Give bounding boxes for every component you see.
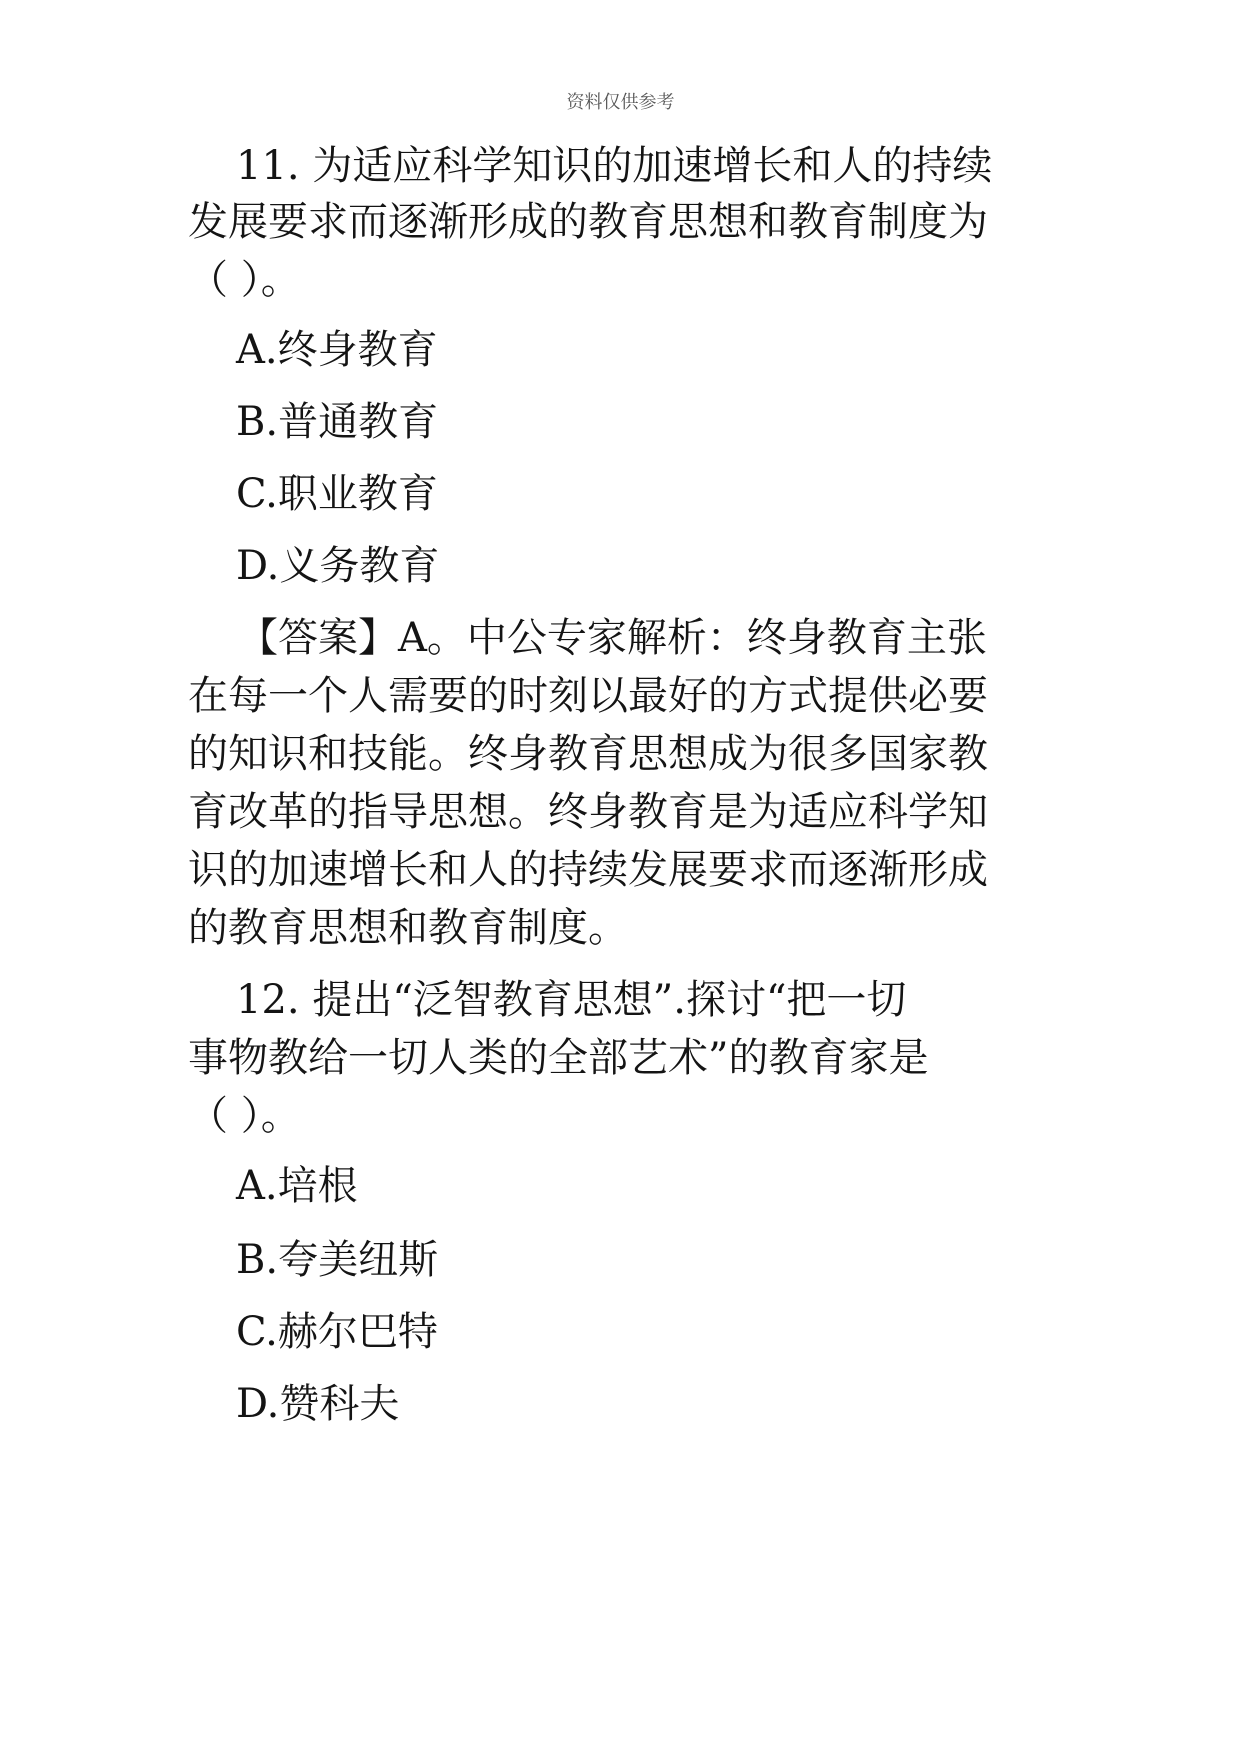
answer-11-line-4: 育改革的指导思想。终身教育是为适应科学知 — [188, 789, 988, 835]
answer-11-line-1: 【答案】A。中公专家解析：终身教育主张 — [238, 615, 987, 661]
question-12-line-2: 事物教给一切人类的全部艺术”的教育家是 — [188, 1035, 929, 1081]
answer-11-line-3: 的知识和技能。终身教育思想成为很多国家教 — [188, 731, 988, 777]
question-11-line-1: 11. 为适应科学知识的加速增长和人的持续 — [236, 143, 993, 189]
question-11-line-3: （ ）。 — [188, 257, 301, 303]
question-12-option-b: B.夸美纽斯 — [236, 1237, 439, 1283]
question-11-option-c: C.职业教育 — [236, 471, 438, 517]
question-12-line-3: （ ）。 — [188, 1093, 301, 1139]
question-11-line-2: 发展要求而逐渐形成的教育思想和教育制度为 — [188, 199, 988, 245]
answer-11-line-6: 的教育思想和教育制度。 — [188, 905, 628, 951]
answer-11-line-2: 在每一个人需要的时刻以最好的方式提供必要 — [188, 673, 988, 719]
question-11-option-a: A.终身教育 — [236, 327, 438, 373]
question-12-line-1: 12. 提出“泛智教育思想”.探讨“把一切 — [236, 977, 907, 1023]
question-11-option-b: B.普通教育 — [236, 399, 439, 445]
question-12-option-d: D.赞科夫 — [236, 1381, 400, 1427]
answer-11-line-5: 识的加速增长和人的持续发展要求而逐渐形成 — [188, 847, 988, 893]
page-header: 资料仅供参考 — [566, 92, 675, 113]
question-12-option-c: C.赫尔巴特 — [236, 1309, 438, 1355]
question-12-option-a: A.培根 — [236, 1163, 358, 1209]
question-11-option-d: D.义务教育 — [236, 543, 440, 589]
